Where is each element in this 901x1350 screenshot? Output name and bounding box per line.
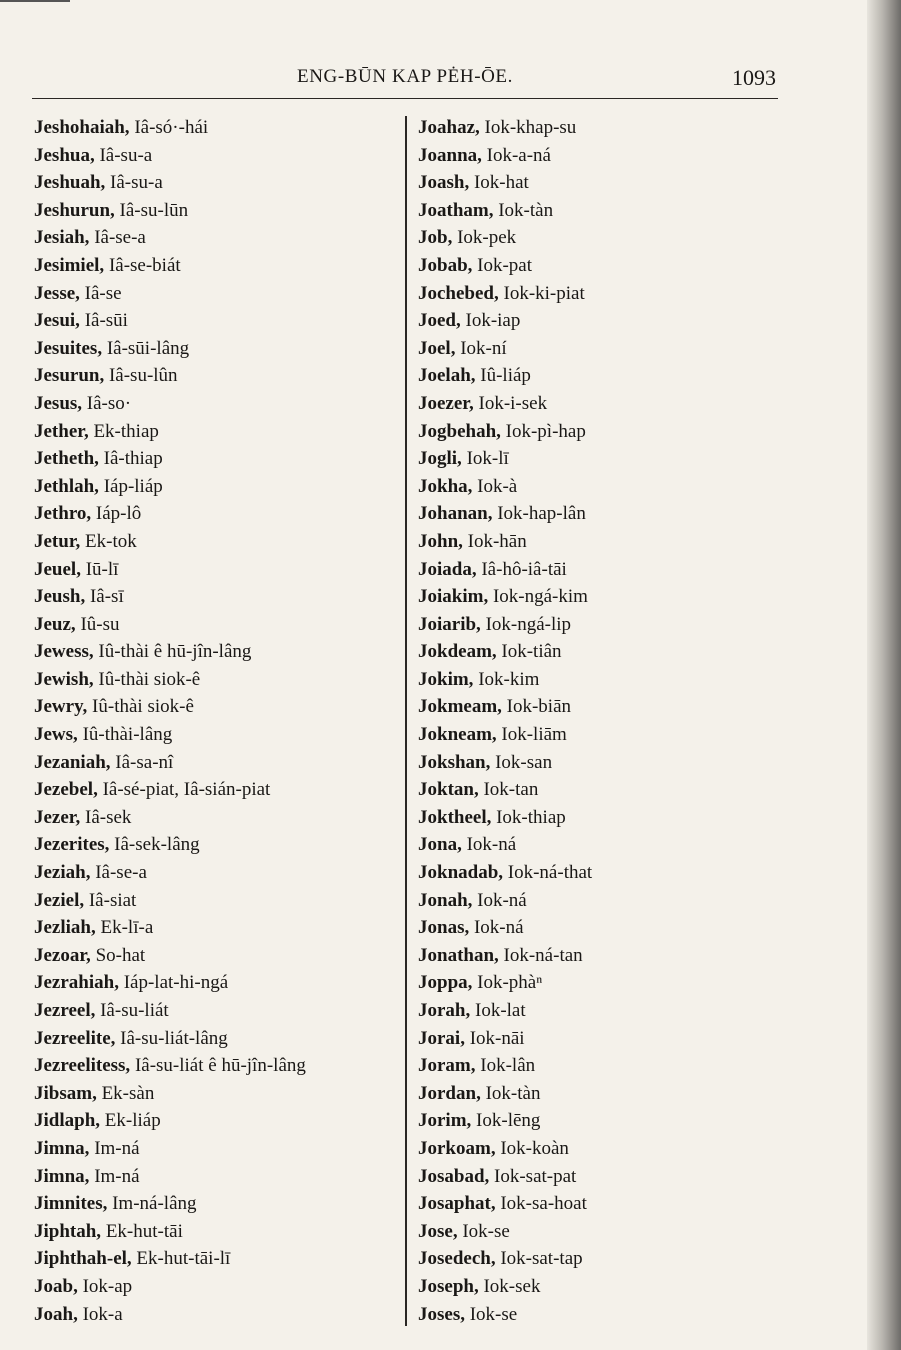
dictionary-entry [34, 362, 394, 390]
entry-translation: Ek-thiap [93, 420, 159, 442]
dictionary-entry [34, 693, 394, 721]
page-gutter-shadow [867, 0, 901, 1350]
entry-translation: Iok-tan [483, 779, 539, 801]
entry-translation: Iâ-su-liát-lâng [120, 1027, 228, 1049]
entry-headword: Jokdeam, [418, 641, 497, 663]
entry-translation: Iâ-sek [85, 806, 132, 828]
entry-headword: Jokim, [418, 668, 474, 690]
entry-translation: Iok-sa-hoat [500, 1193, 587, 1215]
entry-headword: Jeush, [34, 586, 86, 608]
dictionary-entry [34, 1163, 394, 1191]
dictionary-entry [34, 473, 394, 501]
entry-translation: Iû-su [80, 613, 120, 635]
dictionary-entry [34, 1052, 394, 1080]
dictionary-entry [418, 638, 778, 666]
dictionary-entry [34, 500, 394, 528]
dictionary-entry [34, 142, 394, 170]
dictionary-entry [34, 1135, 394, 1163]
entry-headword: Jethro, [34, 503, 92, 525]
entry-translation: Iok-hap-lân [497, 503, 586, 525]
entry-translation: Iâ-só·-hái [134, 117, 209, 138]
entry-headword: Jezaniah, [34, 751, 111, 773]
entry-headword: Jokmeam, [418, 696, 502, 718]
entry-headword: Joppa, [418, 972, 473, 994]
dictionary-entry [418, 390, 778, 418]
entry-headword: Joelah, [418, 365, 476, 387]
dictionary-entry [418, 500, 778, 528]
entry-headword: Jorim, [418, 1110, 472, 1132]
entry-headword: Jeuz, [34, 613, 76, 635]
entry-translation: Iâ-se-a [95, 862, 147, 884]
entry-translation: Iok-lân [480, 1055, 536, 1077]
entry-headword: Jezerites, [34, 834, 110, 856]
dictionary-entry [418, 142, 778, 170]
entry-translation: Iok-a [82, 1303, 123, 1325]
dictionary-entry [418, 1052, 778, 1080]
dictionary-entry [34, 556, 394, 584]
dictionary-entry [418, 887, 778, 915]
entry-translation: Iok-ná [466, 834, 517, 856]
entry-translation: Ek-sàn [101, 1082, 155, 1104]
entry-headword: Jobab, [418, 254, 473, 276]
entry-headword: Jimnites, [34, 1193, 108, 1215]
dictionary-entry [34, 418, 394, 446]
dictionary-entry [34, 1245, 394, 1273]
entry-translation: Iok-se [462, 1220, 510, 1242]
entry-headword: Jona, [418, 834, 462, 856]
entry-translation: Iok-ní [460, 337, 507, 359]
entry-translation: Iok-ap [82, 1275, 133, 1297]
entry-translation: Iok-pat [477, 254, 533, 276]
dictionary-entry [418, 473, 778, 501]
entry-headword: Jeziel, [34, 889, 85, 911]
entry-headword: Jorkoam, [418, 1137, 496, 1159]
entry-translation: Im-ná [94, 1165, 140, 1187]
left-column [34, 114, 394, 1328]
entry-headword: Jesiah, [34, 227, 90, 249]
entry-translation: Iok-ná-tan [503, 944, 583, 966]
entry-headword: Jonas, [418, 917, 470, 939]
dictionary-entry [34, 611, 394, 639]
dictionary-entry [34, 997, 394, 1025]
entry-translation: Iâ-sūi-lâng [106, 337, 190, 359]
dictionary-entry [34, 335, 394, 363]
entry-headword: Joezer, [418, 392, 474, 414]
dictionary-entry [418, 1080, 778, 1108]
entry-headword: Jeshurun, [34, 199, 115, 221]
entry-headword: Joiakim, [418, 586, 489, 608]
dictionary-entry [34, 1025, 394, 1053]
entry-translation: Im-ná [94, 1137, 140, 1159]
entry-translation: Iâ-su-liát ê hū-jîn-lâng [134, 1055, 306, 1077]
dictionary-entry [34, 169, 394, 197]
entry-headword: Jonah, [418, 889, 473, 911]
entry-translation: Ek-hut-tāi-lī [136, 1248, 231, 1270]
entry-translation: Iok-lēng [476, 1110, 541, 1132]
entry-translation: Ek-hut-tāi [105, 1220, 183, 1242]
dictionary-entry [34, 390, 394, 418]
entry-headword: Jetur, [34, 530, 81, 552]
dictionary-entry [34, 307, 394, 335]
entry-translation: So-hat [95, 944, 146, 966]
entry-headword: Jezliah, [34, 917, 96, 939]
dictionary-entry [34, 445, 394, 473]
entry-translation: Iok-tiân [501, 641, 562, 663]
dictionary-entry [418, 1107, 778, 1135]
entry-headword: Jesimiel, [34, 254, 105, 276]
entry-translation: Ek-liáp [104, 1110, 161, 1132]
entry-headword: Jordan, [418, 1082, 481, 1104]
entry-headword: Jokha, [418, 475, 473, 497]
dictionary-entry [418, 556, 778, 584]
dictionary-entry [418, 997, 778, 1025]
dictionary-entry [418, 666, 778, 694]
dictionary-entry [34, 1107, 394, 1135]
entry-translation: Iok-sat-tap [500, 1248, 583, 1270]
entry-headword: Jimna, [34, 1165, 90, 1187]
entry-translation: Iû-thài ê hū-jîn-lâng [98, 641, 252, 663]
running-head: ENG-BŪN KAP PĖH-ŌE. [297, 66, 513, 87]
entry-translation: Iáp-liáp [103, 475, 163, 497]
dictionary-entry [34, 224, 394, 252]
entry-headword: Jetheth, [34, 448, 99, 470]
entry-headword: Joel, [418, 337, 456, 359]
entry-translation: Iok-pek [457, 227, 517, 249]
entry-translation: Iâ-so· [86, 392, 132, 414]
dictionary-entry [418, 721, 778, 749]
dictionary-entry [418, 224, 778, 252]
entry-translation: Iâ-sek-lâng [114, 834, 200, 856]
entry-translation: Iâ-sa-nî [115, 751, 174, 773]
column-divider [405, 116, 407, 1326]
entry-translation: Iâ-se-a [94, 227, 146, 249]
dictionary-entry [34, 914, 394, 942]
entry-translation: Iok-ná [477, 889, 527, 911]
dictionary-entry [34, 252, 394, 280]
entry-headword: Jezreelite, [34, 1027, 116, 1049]
entry-headword: Jesui, [34, 310, 80, 332]
entry-translation: Ek-tok [85, 530, 137, 552]
entry-translation: Iok-ngá-lip [485, 613, 572, 635]
entry-headword: Joram, [418, 1055, 476, 1077]
dictionary-entry [418, 169, 778, 197]
entry-translation: Iû-liáp [480, 365, 531, 387]
entry-translation: Iok-thiap [496, 806, 566, 828]
entry-headword: Jewry, [34, 696, 88, 718]
entry-headword: Jethlah, [34, 475, 99, 497]
dictionary-entry [34, 1080, 394, 1108]
entry-headword: Joahaz, [418, 117, 480, 138]
entry-headword: Jokneam, [418, 724, 497, 746]
entry-headword: Jewess, [34, 641, 94, 663]
entry-headword: Jibsam, [34, 1082, 97, 1104]
dictionary-entry [34, 721, 394, 749]
dictionary-entry [418, 528, 778, 556]
entry-translation: Iâ-su-liát [100, 1000, 169, 1021]
entry-translation: Ek-lī-a [100, 917, 154, 939]
entry-translation: Iok-kim [478, 668, 540, 690]
entry-translation: Iâ-thiap [103, 448, 163, 470]
dictionary-entry [418, 1025, 778, 1053]
entry-headword: Joab, [34, 1275, 78, 1297]
entry-translation: Iâ-se-biát [108, 254, 181, 276]
entry-translation: Iáp-lat-hi-ngá [123, 972, 229, 994]
dictionary-entry [418, 804, 778, 832]
dictionary-entry [418, 1163, 778, 1191]
dictionary-entry [34, 528, 394, 556]
dictionary-entry [34, 583, 394, 611]
entry-translation: Iū-lī [85, 558, 119, 580]
dictionary-entry [418, 914, 778, 942]
entry-translation: Iâ-siat [88, 889, 137, 911]
entry-headword: Job, [418, 227, 453, 249]
entry-headword: Josedech, [418, 1248, 496, 1270]
entry-translation: Iok-liām [501, 724, 567, 746]
dictionary-entry [418, 1245, 778, 1273]
entry-translation: Iok-à [477, 475, 518, 497]
dictionary-entry [418, 611, 778, 639]
entry-headword: Jews, [34, 724, 78, 746]
entry-translation: Iâ-sūi [84, 310, 128, 332]
entry-headword: Jorai, [418, 1027, 465, 1049]
dictionary-entry [418, 1301, 778, 1329]
entry-headword: Jezoar, [34, 944, 91, 966]
dictionary-entry [418, 197, 778, 225]
entry-headword: Josaphat, [418, 1193, 496, 1215]
entry-translation: Iok-khap-su [484, 117, 577, 138]
entry-headword: Jezebel, [34, 779, 98, 801]
entry-headword: John, [418, 530, 463, 552]
entry-headword: Jonathan, [418, 944, 499, 966]
entry-translation: Iok-hān [467, 530, 527, 552]
entry-translation: Iok-biān [506, 696, 572, 718]
entry-headword: Jezer, [34, 806, 81, 828]
entry-translation: Iok-ngá-kim [492, 586, 588, 608]
entry-headword: Joash, [418, 172, 470, 194]
entry-headword: Jezrahiah, [34, 972, 119, 994]
entry-translation: Iok-nāi [469, 1027, 525, 1049]
entry-headword: Joknadab, [418, 862, 504, 884]
entry-translation: Iáp-lô [95, 503, 142, 525]
dictionary-entry [34, 666, 394, 694]
dictionary-entry [34, 831, 394, 859]
entry-headword: Joah, [34, 1303, 78, 1325]
dictionary-entry [418, 831, 778, 859]
entry-headword: Jeshua, [34, 144, 95, 166]
dictionary-entry [34, 969, 394, 997]
dictionary-entry [34, 1273, 394, 1301]
entry-headword: Jorah, [418, 1000, 471, 1021]
dictionary-entry [418, 583, 778, 611]
entry-headword: Joanna, [418, 144, 482, 166]
entry-headword: Jokshan, [418, 751, 491, 773]
entry-headword: Jesus, [34, 392, 83, 414]
entry-headword: Jiphtah, [34, 1220, 102, 1242]
dictionary-entry [418, 252, 778, 280]
dictionary-entry [418, 859, 778, 887]
entry-translation: Iok-lī [466, 448, 509, 470]
entry-headword: Jewish, [34, 668, 94, 690]
entry-translation: Iâ-su-a [110, 172, 163, 194]
entry-headword: Jidlaph, [34, 1110, 101, 1132]
dictionary-entry [34, 1301, 394, 1329]
entry-translation: Iâ-sī [89, 586, 124, 608]
dictionary-entry [418, 445, 778, 473]
dictionary-entry [34, 942, 394, 970]
entry-translation: Iok-hat [473, 172, 529, 194]
dictionary-entry [418, 114, 778, 142]
entry-translation: Iok-phàⁿ [477, 972, 543, 994]
dictionary-entry [34, 638, 394, 666]
entry-headword: Joatham, [418, 199, 494, 221]
dictionary-entry [418, 942, 778, 970]
entry-headword: Joseph, [418, 1275, 479, 1297]
entry-translation: Iok-tàn [498, 199, 554, 221]
dictionary-entry [418, 1135, 778, 1163]
dictionary-entry [418, 969, 778, 997]
entry-translation: Iok-pì-hap [505, 420, 586, 442]
entry-headword: Jimna, [34, 1137, 90, 1159]
entry-translation: Iû-thài siok-ê [98, 668, 201, 690]
page-edge-line [0, 0, 70, 2]
entry-translation: Iok-sek [483, 1275, 541, 1297]
entry-headword: Jose, [418, 1220, 458, 1242]
dictionary-entry [418, 776, 778, 804]
dictionary-entry [418, 307, 778, 335]
dictionary-entry [34, 114, 394, 142]
entry-translation: Iâ-su-lūn [119, 199, 189, 221]
entry-headword: Jesse, [34, 282, 80, 304]
dictionary-entry [34, 1190, 394, 1218]
entry-translation: Iâ-su-a [99, 144, 153, 166]
entry-translation: Iâ-su-lûn [108, 365, 178, 387]
dictionary-entry [34, 280, 394, 308]
entry-headword: Jeshuah, [34, 172, 106, 194]
dictionary-entry [34, 804, 394, 832]
entry-headword: Jogbehah, [418, 420, 501, 442]
dictionary-entry [418, 749, 778, 777]
dictionary-entry [34, 197, 394, 225]
entry-translation: Iâ-sé-piat, Iâ-sián-piat [102, 779, 271, 801]
page-header [32, 64, 778, 99]
entry-headword: Joses, [418, 1303, 465, 1325]
entry-headword: Joed, [418, 310, 461, 332]
dictionary-entry [418, 418, 778, 446]
dictionary-entry [34, 749, 394, 777]
entry-headword: Jeshohaiah, [34, 117, 130, 138]
entry-translation: Iok-tàn [485, 1082, 541, 1104]
entry-headword: Joiarib, [418, 613, 481, 635]
entry-translation: Iok-a-ná [486, 144, 551, 166]
entry-translation: Iok-iap [465, 310, 521, 332]
entry-translation: Iâ-se [84, 282, 122, 304]
entry-headword: Joiada, [418, 558, 477, 580]
entry-headword: Jeuel, [34, 558, 81, 580]
dictionary-entry [418, 1218, 778, 1246]
page-number: 1093 [732, 65, 776, 90]
entry-headword: Jochebed, [418, 282, 499, 304]
dictionary-entry [418, 1190, 778, 1218]
entry-translation: Iok-lat [475, 1000, 526, 1021]
entry-translation: Iâ-hô-iâ-tāi [481, 558, 567, 580]
entry-headword: Josabad, [418, 1165, 490, 1187]
entry-headword: Joktan, [418, 779, 479, 801]
entry-translation: Iok-se [469, 1303, 518, 1325]
entry-translation: Iok-koàn [500, 1137, 569, 1159]
dictionary-entry [34, 1218, 394, 1246]
dictionary-entry [418, 693, 778, 721]
entry-headword: Jogli, [418, 448, 462, 470]
entry-headword: Jesurun, [34, 365, 105, 387]
entry-headword: Joktheel, [418, 806, 492, 828]
entry-translation: Iok-i-sek [478, 392, 548, 414]
entry-translation: Iok-sat-pat [494, 1165, 577, 1187]
entry-translation: Iok-ná-that [507, 862, 593, 884]
entry-translation: Iok-san [495, 751, 553, 773]
entry-headword: Jeziah, [34, 862, 91, 884]
entry-translation: Iok-ná [473, 917, 524, 939]
dictionary-entry [418, 362, 778, 390]
entry-headword: Johanan, [418, 503, 493, 525]
dictionary-entry [34, 776, 394, 804]
dictionary-entry [34, 859, 394, 887]
entry-translation: Iû-thài siok-ê [92, 696, 194, 718]
entry-headword: Jezreelitess, [34, 1055, 131, 1077]
right-column [418, 114, 778, 1328]
entry-translation: Iû-thài-lâng [82, 724, 173, 746]
entry-headword: Jether, [34, 420, 89, 442]
dictionary-entry [418, 335, 778, 363]
dictionary-entry [34, 887, 394, 915]
dictionary-entry [418, 280, 778, 308]
dictionary-entry [418, 1273, 778, 1301]
entry-translation: Im-ná-lâng [112, 1193, 197, 1215]
entry-headword: Jesuites, [34, 337, 103, 359]
entry-headword: Jiphthah-el, [34, 1248, 132, 1270]
entry-translation: Iok-ki-piat [503, 282, 585, 304]
entry-headword: Jezreel, [34, 1000, 96, 1021]
